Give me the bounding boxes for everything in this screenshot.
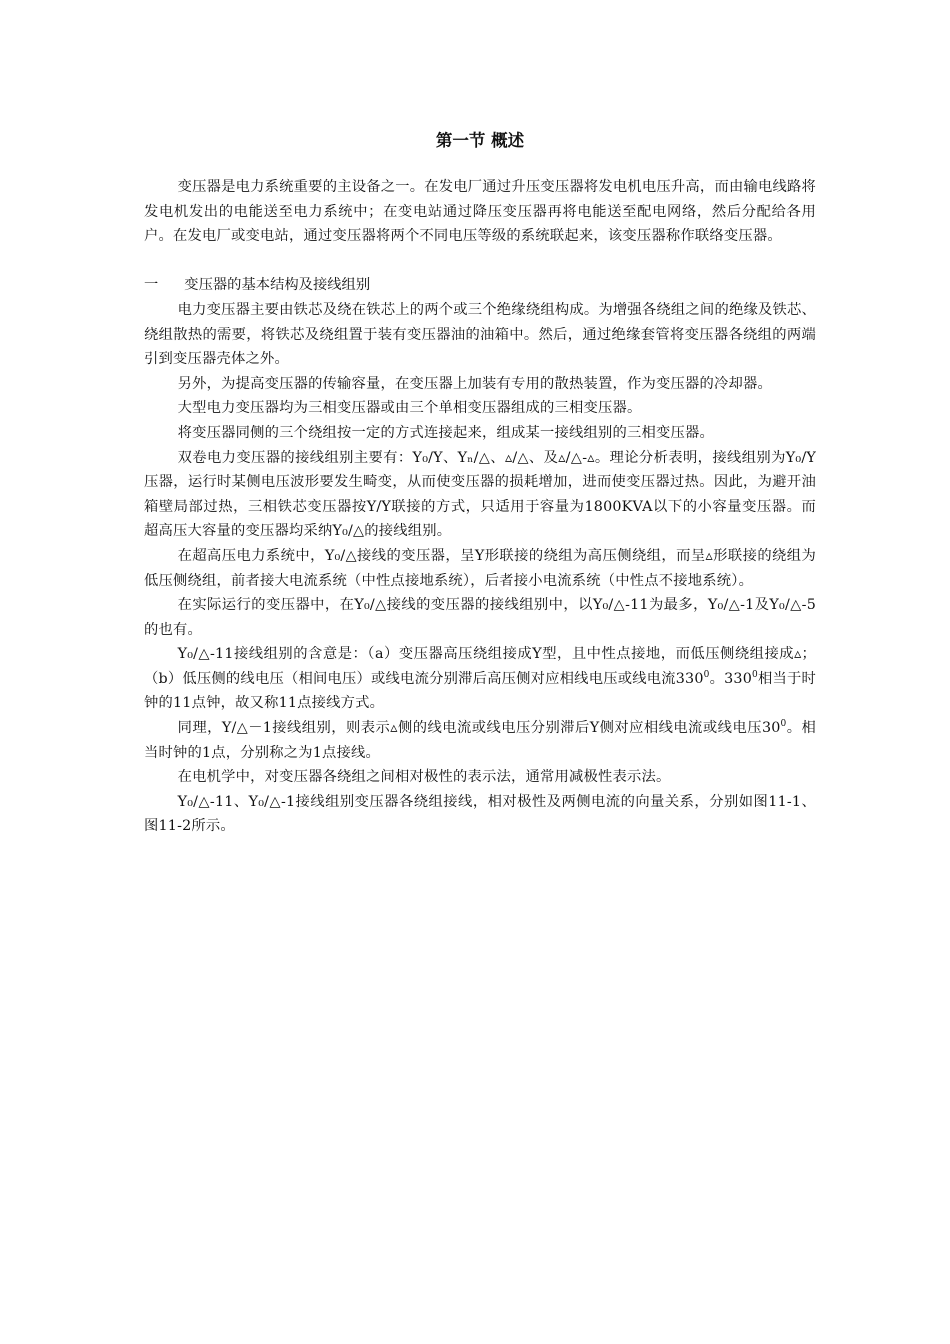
paragraph-structure: 电力变压器主要由铁芯及绕在铁芯上的两个或三个绝缘绕组构成。为增强各绕组之间的绝缘及铁芯、绕组散热的需要，将铁芯及绕组置于装有变压器油的油箱中。然后，通过绝缘套管将变压器各绕组的两端引到变压器壳体之外。 [144, 301, 816, 368]
degree-superscript: 0 [703, 670, 710, 681]
group-11-text-c: 相当于时钟的11点钟，故又称11点接线方式。 [144, 670, 816, 712]
paragraph-group-1-meaning [144, 716, 816, 765]
document-body [144, 175, 816, 839]
paragraph-polarity: 在电机学中，对变压器各绕组之间相对极性的表示法，通常用减极性表示法。 [177, 769, 671, 786]
paragraph-actual-operation: 在实际运行的变压器中，在Y₀/△接线的变压器的接线组别中，以Y₀/△-11为最多，Y₀/△-1及Y₀/△-5的也有。 [144, 597, 816, 638]
section-title: 第一节 概述 [435, 131, 525, 150]
degree-superscript: 0 [780, 719, 787, 730]
paragraph-group-11-meaning [144, 642, 816, 716]
subsection-title: 变压器的基本结构及接线组别 [184, 277, 371, 294]
subsection-number: 一 [144, 277, 159, 294]
subsection-heading [144, 273, 816, 298]
paragraph-connection-groups: 双卷电力变压器的接线组别主要有：Y₀/Y、Yₙ/△、▵/△、及▵/△-▵。理论分析表明，接线组别为Y₀/Y压器，运行时某侧电压波形要发生畸变，从而使变压器的损耗增加，进而使变压器过热。因此，为避开油箱壁局部过热，三相铁芯变压器按Y/Y联接的方式，只适用于容量为1800KVA以下的小容量变压器。而超高压大容量的变压器均采纳Y₀/△的接线组别。 [144, 449, 816, 540]
paragraph-connection: 将变压器同侧的三个绕组按一定的方式连接起来，组成某一接线组别的三相变压器。 [177, 424, 714, 441]
paragraph-figure-reference: Y₀/△-11、Y₀/△-1接线组别变压器各绕组接线，相对极性及两侧电流的向量关系，分别如图11-1、图11-2所示。 [144, 793, 816, 835]
paragraph-three-phase: 大型电力变压器均为三相变压器或由三个单相变压器组成的三相变压器。 [177, 400, 642, 417]
paragraph-ehv-system: 在超高压电力系统中，Y₀/△接线的变压器，呈Y形联接的绕组为高压侧绕组，而呈▵形联接的绕组为低压侧绕组，前者接大电流系统（中性点接地系统），后者接小电流系统（中性点不接地系统）。 [144, 547, 816, 589]
paragraph-cooler: 另外，为提高变压器的传输容量，在变压器上加装有专用的散热装置，作为变压器的冷却器。 [177, 375, 772, 392]
group-11-text-b: 。330 [709, 670, 753, 687]
group-1-text-b: 。相当时钟的1点，分别称之为1点接线。 [144, 720, 816, 761]
group-11-text-a: Y₀/△-11接线组别的含意是：（a）变压器高压绕组接成Y型，且中性点接地，而低压侧绕组接成▵；（b）低压侧的线电压（相间电压）或线电流分别滞后高压侧对应相线电压或线电流330 [144, 646, 816, 687]
group-1-text-a: 同理，Y/△－1接线组别，则表示▵侧的线电流或线电压分别滞后Y侧对应相线电流或线电压30 [177, 720, 781, 737]
degree-superscript: 0 [752, 670, 758, 681]
intro-paragraph: 变压器是电力系统重要的主设备之一。在发电厂通过升压变压器将发电机电压升高，而由输电线路将发电机发出的电能送至电力系统中；在变电站通过降压变压器再将电能送至配电网络，然后分配给各用户。在发电厂或变电站，通过变压器将两个不同电压等级的系统联起来，该变压器称作联络变压器。 [144, 179, 816, 245]
